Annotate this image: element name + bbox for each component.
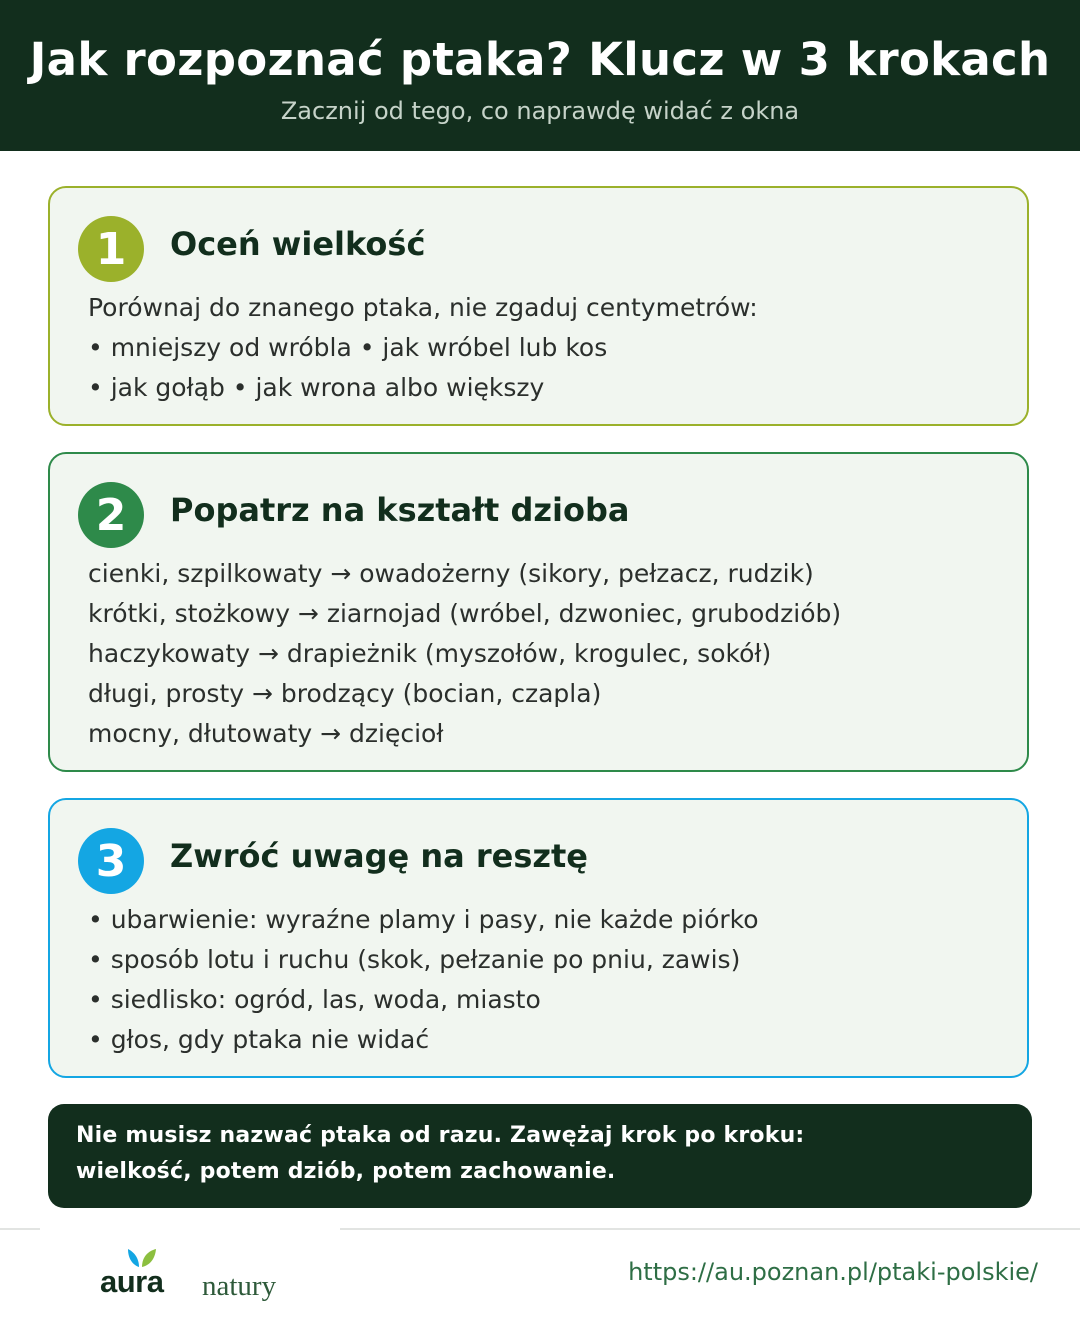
footer-divider	[340, 1228, 1080, 1230]
step-line: cienki, szpilkowaty → owadożerny (sikory, pełzacz, rudzik)	[88, 559, 814, 588]
summary-line: Nie musisz nazwać ptaka od razu. Zawężaj krok po kroku:	[76, 1123, 805, 1148]
logo-suffix: natury	[202, 1270, 277, 1302]
aura-natury-logo	[98, 1246, 298, 1306]
step-line: • jak gołąb • jak wrona albo większy	[88, 373, 545, 402]
step-line: • głos, gdy ptaka nie widać	[88, 1025, 430, 1054]
step-line: • mniejszy od wróbla • jak wróbel lub kos	[88, 333, 608, 362]
page-title: Jak rozpoznać ptaka? Klucz w 3 krokach	[29, 33, 1051, 86]
step-title: Oceń wielkość	[170, 225, 426, 263]
step-title: Zwróć uwagę na resztę	[170, 837, 588, 875]
summary-note	[48, 1104, 1032, 1208]
source-url-link[interactable]: https://au.poznan.pl/ptaki-polskie/	[628, 1258, 1038, 1286]
step-line: • sposób lotu i ruchu (skok, pełzanie po pniu, zawis)	[88, 945, 741, 974]
step-line: mocny, dłutowaty → dzięcioł	[88, 719, 444, 748]
step-number-badge: 2	[78, 482, 144, 548]
summary-line: wielkość, potem dziób, potem zachowanie.	[76, 1159, 616, 1184]
page-subtitle: Zacznij od tego, co naprawdę widać z okna	[280, 97, 800, 125]
step-line: haczykowaty → drapieżnik (myszołów, krogulec, sokół)	[88, 639, 772, 668]
step-line: krótki, stożkowy → ziarnojad (wróbel, dzwoniec, grubodziób)	[88, 599, 842, 628]
step-text	[88, 900, 1007, 1060]
step-card-3	[48, 798, 1029, 1078]
step-line: Porównaj do znanego ptaka, nie zgaduj centymetrów:	[88, 293, 758, 322]
step-card-2	[48, 452, 1029, 772]
step-card-1	[48, 186, 1029, 426]
step-line: • ubarwienie: wyraźne plamy i pasy, nie każde piórko	[88, 905, 759, 934]
step-line: długi, prosty → brodzący (bocian, czapla)	[88, 679, 602, 708]
step-text	[88, 288, 1007, 408]
footer-divider	[0, 1228, 40, 1230]
step-number-badge: 3	[78, 828, 144, 894]
header-banner	[0, 0, 1080, 151]
step-text	[88, 554, 1007, 754]
logo-wordmark: aura	[100, 1264, 164, 1299]
step-title: Popatrz na kształt dzioba	[170, 491, 630, 529]
step-line: • siedlisko: ogród, las, woda, miasto	[88, 985, 541, 1014]
step-number-badge: 1	[78, 216, 144, 282]
